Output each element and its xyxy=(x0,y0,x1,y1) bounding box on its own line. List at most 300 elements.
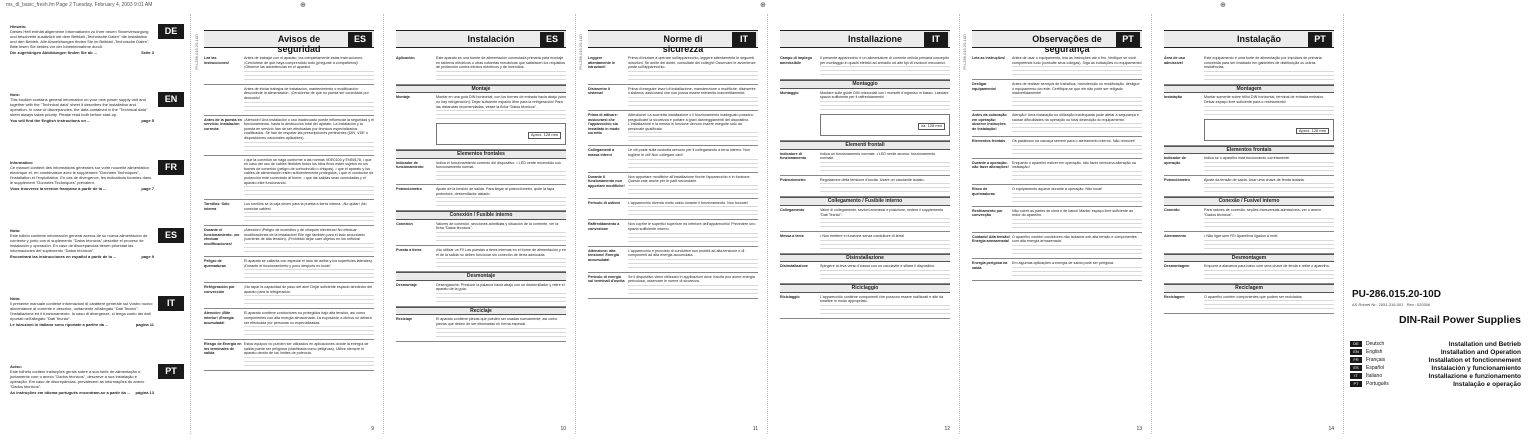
cover-title: DIN-Rail Power Supplies xyxy=(1399,314,1521,326)
row-label: Raffreddamento a convezione xyxy=(588,222,620,231)
language-code: IT xyxy=(1350,373,1362,379)
text-lines xyxy=(1204,190,1334,194)
row-text: Estos equipos no pueden ser utilizados en aplicaciones donde la energía de salida puede ser peligrosa (clasificada como peligrosa). Utilice siempre el aparato dentro de los límites de potencia. xyxy=(244,342,369,356)
row-text: O equipamento aquece durante a operação. Não tocar! xyxy=(1012,186,1103,191)
content-row xyxy=(1164,154,1334,176)
row-text: ¡No tapar la capacidad de paso del aire! Dejar suficiente espacio alrededor del aparato para la refrigeración. xyxy=(244,285,373,294)
pageref-text: As instruções em idioma português encontram-se a partir da ... xyxy=(10,390,131,395)
page-title: Observações de segurança xyxy=(1032,34,1102,54)
row-label: Atención: ¡Bite interior! ¡Energía acumulada! xyxy=(204,311,234,325)
subsection-heading: Elementos frontales xyxy=(396,150,566,159)
text-lines xyxy=(244,250,374,254)
row-label: Disinserire il sistema! xyxy=(588,86,611,96)
content-row xyxy=(396,281,566,307)
text-lines xyxy=(1204,277,1334,281)
page-title: Instalación xyxy=(467,34,515,44)
title-bar xyxy=(972,30,1142,54)
lang-badge: PT xyxy=(1116,32,1140,47)
content-row xyxy=(1164,232,1334,254)
content-row xyxy=(972,185,1142,207)
text-lines xyxy=(628,213,758,217)
content-row xyxy=(972,137,1142,159)
text-lines xyxy=(244,193,374,197)
print-header xyxy=(0,0,1531,12)
lang-badge: FR xyxy=(158,160,184,175)
language-name: Italiano xyxy=(1366,373,1383,379)
text-lines xyxy=(1012,130,1142,134)
mounting-diagram xyxy=(436,123,566,145)
text-lines xyxy=(820,247,950,251)
row-text: Se il dispositivo viene utilizzato in applicazioni dove l'uscita può avere energia pericolosa, osservare le norme di sicurezza. xyxy=(628,274,755,284)
row-label: Pericolo di ustioni xyxy=(588,200,620,205)
subsection-heading: Riciclaggio xyxy=(780,284,950,293)
note-body: Il presente manuale contiene informazioni di carattere generale sul Vostro nuovo alimentatore di corrente e descrive, unitamente all'allegato "Dati Tecnici", l'installazione ed il funzionamento. In caso di divergenze, si tenga conto dei dati riportati nell'allegato "Dati Tecnici". xyxy=(10,301,153,321)
row-label: Aterramento xyxy=(1164,234,1186,239)
page-number: 11 xyxy=(752,426,758,432)
text-lines xyxy=(1012,104,1142,108)
text-lines xyxy=(244,219,374,223)
row-text: Ajuste da tensão de saída. Usar uma chave de fenda isolada. xyxy=(1204,177,1305,182)
row-text: Non coprire le superfici superiore ed inferiore dell'apparecchio! Prevedere uno spazio sufficiente intorno. xyxy=(628,222,756,231)
doc-code: PU-286.015.20-10D xyxy=(578,34,583,70)
row-text: O aparelho contém componentes que podem ser reciclados. xyxy=(1204,294,1303,299)
language-name: Español xyxy=(1366,365,1385,371)
note-heading: Aviso: xyxy=(10,364,23,369)
language-title: Instalación y funcionamiento xyxy=(1431,364,1521,372)
content-row xyxy=(780,232,950,254)
text-lines xyxy=(820,169,950,173)
text-lines xyxy=(820,190,950,194)
pageref: page 5 xyxy=(141,118,154,123)
row-text: Prima di iniziare a operare sull'apparecchio, leggere attentamente le seguenti istruzioni. Se avete dei dubbi, consultate dei colleghi! Osservare le avvertenze poste sull'apparecchio. xyxy=(628,56,756,70)
text-lines xyxy=(1012,274,1142,278)
text-lines xyxy=(628,139,758,143)
page-es-safety xyxy=(192,14,382,434)
language-name: Deutsch xyxy=(1366,341,1385,347)
content-row xyxy=(780,89,950,141)
text-lines xyxy=(436,239,566,243)
text-lines xyxy=(1012,226,1142,230)
content-row xyxy=(396,185,566,211)
title-bar xyxy=(396,30,566,48)
text-lines xyxy=(436,265,566,269)
row-text: Os parafusos na carcaça servem para o aterramento interno. Não remover! xyxy=(1012,139,1136,144)
pageref-text: Encontrará las instrucciones en español a partir de la ... xyxy=(10,254,117,259)
dimension-label: Aprox. 128 mm xyxy=(1296,128,1329,135)
language-list xyxy=(1350,340,1521,388)
row-text: Este equipamento é uma fonte de alimentação por impulsos de primária concebida para ser instalado em gabinetes de distribuição ou outras resistências. xyxy=(1204,56,1322,70)
text-lines xyxy=(436,178,566,182)
lang-badge: IT xyxy=(158,296,184,311)
content-row xyxy=(204,156,374,201)
subsection-heading: Disinstallazione xyxy=(780,254,950,263)
row-text: Montar en una guía DIN horizontal, con los bornes de entrada hacia abajo (sino no hay refrigeración). Dejar suficiente espacio libre para la refrigeración! Para las distancias recomendadas, véase la ficha "Datos técnicos". xyxy=(436,95,566,109)
row-label: Tornillos: Sólo interna xyxy=(204,202,230,211)
note-heading: Nota: xyxy=(10,228,21,233)
row-text: Em algumas aplicações a energia de saída pode ser perigosa. xyxy=(1012,260,1115,265)
row-label: Conexão xyxy=(1164,207,1180,212)
row-label: Riesgo de Energía en los terminales de salida xyxy=(204,342,242,356)
row-text: Enquanto o aparelho estiver em operação, não fazer nenhuma alteração na instalação! xyxy=(1012,160,1136,170)
row-label: Lea las instrucciones! xyxy=(204,56,230,65)
row-label: Cuidado! Alta tensão! Energia armazenada! xyxy=(972,234,1010,244)
content-row xyxy=(588,273,758,299)
row-text: Ajuste de la tensión de salida. Para llegar al potenciómetro, quite la tapa protectora, destornillador aislado. xyxy=(436,186,555,196)
text-lines xyxy=(820,108,950,112)
row-text: Para valores de conexão, seções transversais admissíveis, ver o anexo "Dados técnicos". xyxy=(1204,207,1322,217)
text-lines xyxy=(1204,225,1334,229)
content-row xyxy=(204,340,374,371)
text-lines xyxy=(1204,78,1334,82)
row-text: Regolazione della tensione d'uscita. Usare un cacciavite isolato. xyxy=(820,177,925,182)
row-text: ¡Atención! Una instalación o uso inadecuado puede influenciar la seguridad y el funcionamiento, hasta la destrucción total del aparato. La instalación y la puesta en servicio han de ser efectuadas por técnicos especializados cualificados. Se han de respetar las prescripciones pertinentes (DIN, VDE o disposiciones nacionales aplicables). xyxy=(244,117,374,140)
subsection-heading: Elementi frontali xyxy=(780,141,950,150)
row-text: Spingere la leva verso il basso con un cacciavite e sfilare il dispositivo. xyxy=(820,264,936,269)
row-text: ¡No utilizar un FI! Las puestas a tierra internas en el borne de alimentación y en el de la salida no deben funcionar sin conexión de tierra adecuada. xyxy=(436,247,566,257)
doc-code: PU-286.015.20-10D xyxy=(962,34,967,70)
content-row xyxy=(588,111,758,146)
doc-code: PU-286.015.20-10D xyxy=(194,34,199,70)
crop-mark: ⊕ xyxy=(300,2,306,9)
row-label: Leia as instruções! xyxy=(972,56,1006,60)
subsection-heading: Montaggio xyxy=(780,80,950,89)
text-lines xyxy=(628,240,758,244)
pageref: página 13 xyxy=(135,390,154,395)
subsection-heading: Reciclagem xyxy=(1164,284,1334,293)
row-text: ¡Atención! ¡Peligro de incendios y de choques eléctricos! No efectuar modificaciones de la instalación! Elle rige también para el lado secundario (corriente de alta tensión). ¡Prohibido dejar caer objetos en los orificios! xyxy=(244,228,365,242)
language-row xyxy=(1350,372,1521,380)
row-text: El aparato contiene conductores no protegidos bajo alta tensión, así como componentes con alta energía almacenada. La exposición a dichos no deberá ser efectuada por personas no especializadas. xyxy=(244,311,372,325)
subsection-heading: Montaje xyxy=(396,85,566,94)
content-row xyxy=(972,207,1142,233)
row-label: Durante a operação: não fazer alterações! xyxy=(972,160,1009,170)
page-number: 12 xyxy=(944,426,950,432)
lang-badge: EN xyxy=(158,92,184,107)
note-pageref-line xyxy=(10,390,154,395)
text-lines xyxy=(820,225,950,229)
row-label: Collegamento xyxy=(780,207,805,212)
page-pt-safety xyxy=(960,14,1150,434)
page-title: Instalação xyxy=(1236,34,1282,44)
content-row xyxy=(396,315,566,341)
content-row xyxy=(396,159,566,185)
text-lines xyxy=(628,292,758,296)
content-row xyxy=(1164,293,1334,315)
title-bar xyxy=(588,30,758,54)
mounting-diagram xyxy=(820,114,950,136)
note-heading: Information: xyxy=(10,160,34,165)
title-bar xyxy=(780,30,950,48)
row-label: Prima di attivare: assicurarsi che l'apparecchio sia installato in modo corretto xyxy=(588,112,620,136)
content-row xyxy=(588,173,758,199)
row-label: Conexión xyxy=(396,221,413,226)
row-label: Desmontaje xyxy=(396,282,417,287)
language-row xyxy=(1350,356,1521,364)
row-text: L'apparecchio contiene componenti che possono essere riutilizzati e altri da smaltire in modo appropriato. xyxy=(820,294,944,304)
row-label: Potenciômetro xyxy=(1164,177,1190,182)
row-text: Non apportare modifiche all'installazione finché l'apparecchio è in funzione. Questo vale anche per le parti secondarie. xyxy=(628,174,751,184)
note-section xyxy=(10,296,184,358)
page-number: 10 xyxy=(560,426,566,432)
text-lines xyxy=(244,333,374,337)
row-label: Riciclaggio xyxy=(780,294,800,299)
content-row xyxy=(1164,54,1334,85)
row-label: Disinstallazione xyxy=(780,264,808,269)
row-label: Desmontagem xyxy=(1164,264,1190,269)
content-row xyxy=(588,247,758,273)
lang-badge: ES xyxy=(158,228,184,243)
text-lines xyxy=(820,312,950,316)
text-lines xyxy=(436,204,566,208)
content-row xyxy=(972,111,1142,137)
row-text: Il presente apparecchio è un alimentatore di corrente cellula primaria concepito per montaggio in quadri elettrici ad armadio od altri tipi di involucri meccanici. xyxy=(820,56,949,65)
content-row xyxy=(204,200,374,226)
text-lines xyxy=(628,104,758,108)
text-lines xyxy=(244,109,374,113)
content-row xyxy=(780,262,950,284)
dimension-label: ca. 128 mm xyxy=(918,123,945,130)
row-text: Indica un funzionamento normale. • LED verde acceso: funzionamento normale. xyxy=(820,151,936,161)
row-text: • que la conexión se haga conforme a las normas VDE0100 y EN50178, • que en caso del uso de cables flexibles todos los hilos finos estén sujetos en los bornes de conexión (peligro de cortocircuito o chispas), • que el aparato y los cables de alimentación estén suficientemente protegidos, • que el conductor de protección esté conectado al borne, • que las salidas sean conectadas y el aparato esté funcionando. xyxy=(244,157,374,185)
pageref: pagina 11 xyxy=(135,322,154,327)
subsection-heading: Reciclaje xyxy=(396,307,566,316)
note-body: This booklet contains general information on your new power supply unit and together with the "Technical data" sheet it describes the installation and operation. In case of discrepancies, the data contained in the "Technical data" sheet always takes priority. Please read both before start-up. xyxy=(10,97,148,117)
note-heading: Hinweis: xyxy=(10,24,27,29)
row-text: El aparato contiene piezas que pueden ser usadas nuevamente; así como piezas que deben de ser eliminadas en forma especial. xyxy=(436,317,558,327)
language-row xyxy=(1350,348,1521,356)
row-text: Montar somente sobre trilho DIN horizontal, terminal de entrada embaixo. Deixar espaço livre suficiente para o resfriamento! xyxy=(1204,95,1325,104)
row-label: Antes de la puesta en servicio: Instalación correcta xyxy=(204,117,242,131)
language-code: PT xyxy=(1350,381,1362,387)
content-row xyxy=(396,54,566,85)
page-notes xyxy=(0,14,190,434)
row-label: Puesta a tierra xyxy=(396,247,422,252)
text-lines xyxy=(436,335,566,339)
language-title: Installazione e funzionamento xyxy=(1428,372,1521,380)
row-label: Messa a terra xyxy=(780,234,804,239)
note-pageref-line xyxy=(10,118,154,123)
content-row xyxy=(204,85,374,116)
language-title: Instalação e operação xyxy=(1453,380,1521,388)
row-label: Reciclagem xyxy=(1164,294,1185,299)
page-it-install xyxy=(768,14,958,434)
language-row xyxy=(1350,364,1521,372)
language-code: EN xyxy=(1350,349,1362,355)
lang-badge: IT xyxy=(732,32,756,47)
text-lines xyxy=(1012,200,1142,204)
row-text: Valores de conexión, secciones admitidas y situación de la corriente, ver la ficha "Datos técnicos". xyxy=(436,221,559,231)
page-title: Norme di sicurezza xyxy=(662,34,704,54)
text-lines xyxy=(436,78,566,82)
content-row xyxy=(204,54,374,85)
row-label: Refrigeración por convección xyxy=(204,285,235,294)
row-text: Attenzione! La scorretta installazione o il funzionamento inadeguato possono pregiudicare la sicurezza e portare a gravi danneggiamenti del dispositivo. L'installazione e la messa in funzione devono essere eseguite solo da personale qualificato. xyxy=(628,112,754,131)
text-lines xyxy=(244,302,374,306)
text-lines xyxy=(1204,307,1334,311)
content-row xyxy=(204,257,374,283)
note-section xyxy=(10,92,184,154)
pageref: Seite 3 xyxy=(141,50,154,55)
lang-badge: ES xyxy=(348,32,372,47)
row-label: Leggere attentamente le istruzioni! xyxy=(588,56,616,70)
text-lines xyxy=(1012,152,1142,156)
language-row xyxy=(1350,340,1521,348)
row-label: Indicador de funcionamiento xyxy=(396,160,424,170)
page-title: Installazione xyxy=(847,34,902,44)
row-text: • Não ligar sem FE! Aparelhos ligados à rede. xyxy=(1204,234,1279,239)
note-body: Ce manuel contient des informations générales sur votre nouvelle alimentation électrique et, en combinaison avec le supplément "Données Techniques", l'installation et l'exploitation. En cas de divergence, les indications fournies dans le supplément "Données Techniques" prévalent. xyxy=(10,165,152,185)
subsection-heading: Desmontaje xyxy=(396,272,566,281)
row-text: Montare sulle guide DIN orizzontali con i morsetti d'ingresso in basso. Lasciare spazio sufficiente per il raffreddamento! xyxy=(820,90,949,100)
row-text: Antes de trabajar con el aparato, lea completamente estas instrucciones. ¡Cerciórese de que haya comprendido todo (pregunte a compañeros)! ¡Observe las advertencias en el aparato! xyxy=(244,56,364,70)
row-label: Durante el funcionamiento: ¡no efectuar modificaciones! xyxy=(204,228,240,247)
note-heading: Note: xyxy=(10,92,21,97)
content-row xyxy=(396,246,566,272)
row-text: Desenganche: Presione la palanca hacia abajo con un destornillador y retire el aparato de la guía. xyxy=(436,282,565,292)
row-text: Indica se o aparelho está funcionando corretamente. xyxy=(1204,156,1291,161)
row-label: Energia perigosa na saída xyxy=(972,260,1008,270)
lang-badge: IT xyxy=(924,32,948,47)
file-info: ms_dl_basic_fresh.fm Page 2 Tuesday, February 4, 2003 9:01 AM xyxy=(6,2,153,8)
note-body: Este folleto contiene información general acerca de su nueva alimentación de corriente y junto con el suplemento "Datos técnicos" describe el proceso de instalación y operación. En caso de discrepancias tienen prioridad las informaciones del suplemento "Datos técnicos". xyxy=(10,233,148,253)
note-pageref-line xyxy=(10,186,154,191)
row-label: Campo di impiego ammissibile xyxy=(780,56,812,65)
content-row xyxy=(1164,262,1334,284)
content-row xyxy=(396,93,566,150)
lang-badge: ES xyxy=(540,32,564,47)
language-code: ES xyxy=(1350,365,1362,371)
row-label: Indicatore di funzionamento xyxy=(780,151,807,161)
row-text: Los tornillos se la caja sirven para la puesta a tierra interna. ¡No quitar! ¡No conectar cables! xyxy=(244,202,367,211)
subsection-heading: Desmontagem xyxy=(1164,254,1334,263)
row-text: • Non mettere in funzione senza conduttore di terra! xyxy=(820,234,905,239)
row-label: Aplicación xyxy=(396,56,415,60)
row-label: Attenzione: alta tensione! Energia accumulata! xyxy=(588,248,619,262)
note-pageref-line xyxy=(10,254,154,259)
content-row xyxy=(972,159,1142,185)
pageref: page 9 xyxy=(141,254,154,259)
row-label: Potenziometro xyxy=(780,177,806,182)
row-text: Este aparato es una fuente de alimentación conmutada primaria para montaje en tableros eléctricos o otras cubiertas mecánicas que satisfacen los requisitos de protección contra efectos eléctricos y de incendios. xyxy=(436,56,566,70)
row-text: Antes de iniciar trabajos de instalación, mantenimiento o modificación: desconecte la alimentación. ¡Cerciórese de que no pueda ser conectada por descuido! xyxy=(244,86,369,100)
row-text: Empurre a alavanca para baixo com uma chave de fenda e retire o aparelho. xyxy=(1204,264,1330,269)
note-section xyxy=(10,24,184,86)
crop-mark: ⊕ xyxy=(1220,2,1226,9)
row-text: O aparelho contém condutores não isolados sob alta tensão e componentes com alta energia armazenada. xyxy=(1012,234,1137,244)
text-lines xyxy=(244,149,374,153)
language-code: DE xyxy=(1350,341,1362,347)
content-row xyxy=(780,206,950,232)
content-row xyxy=(588,85,758,111)
page-number: 13 xyxy=(1136,426,1142,432)
pageref-text: Vous trouverez la version française à partir de la ... xyxy=(10,186,107,191)
row-text: Antes de usar o equipamento, leia as instruções até o fim. Verifique se você compreende tudo (consulte seus colegas). Siga as indicações no equipamento! xyxy=(1012,56,1142,65)
crop-mark: ⊕ xyxy=(760,2,766,9)
row-label: Desligar equipamento! xyxy=(972,82,997,91)
row-label: Resfriamento por convecção xyxy=(972,208,1003,218)
part-sub: AS Rohrel Nr.: 2051-316.001 Rev.: 020306 xyxy=(1352,302,1431,307)
text-lines xyxy=(1012,178,1142,182)
content-row xyxy=(204,309,374,340)
content-row xyxy=(780,54,950,80)
row-text: Valori di collegamento, sezioni ammessi e posizione, vedere il supplemento "Dati Tecnici". xyxy=(820,207,944,217)
row-label: Área de uso admissível xyxy=(1164,56,1186,65)
note-pageref-line xyxy=(10,50,154,55)
row-text: El aparato se calienta con especial el lado de arriba y los superficies laterales). ¡Durante el funcionamiento y poco después no tocar! xyxy=(244,259,373,268)
part-number: PU-286.015.20-10D xyxy=(1352,289,1441,300)
content-row xyxy=(588,199,758,221)
text-lines xyxy=(244,78,374,82)
subsection-heading: Elementos frontais xyxy=(1164,146,1334,155)
revision: Rev.: 020306 xyxy=(1406,302,1431,307)
content-row xyxy=(204,116,374,156)
cover-page xyxy=(1344,14,1531,434)
page-pt-install xyxy=(1152,14,1342,434)
title-bar xyxy=(204,30,374,54)
subsection-heading: Montagem xyxy=(1164,85,1334,94)
content-row xyxy=(396,220,566,246)
text-lines xyxy=(244,276,374,280)
row-text: Le viti poste sulla custodia servono per il collegamento a terra interno. Non togliere le viti! Non collegare cavi! xyxy=(628,148,750,157)
text-lines xyxy=(1012,252,1142,256)
note-section xyxy=(10,160,184,222)
subsection-heading: Collegamento / Fusibile interno xyxy=(780,197,950,206)
content-row xyxy=(780,176,950,198)
row-label: Pericolo di energia sui terminali d'uscita xyxy=(588,274,625,284)
pageref-text: You will find the English instructions on ... xyxy=(10,118,91,123)
page-title: Avisos de seguridad xyxy=(277,34,321,54)
language-name: English xyxy=(1366,349,1383,355)
dimension-label: Aprox. 128 mm xyxy=(528,132,561,139)
note-body: Dieses Heft enthält allgemeine Informationen zu Ihrer neuen Stromversorgung und beschreibt zusätzlich mit dem Beiblatt „Technische Daten" die Installation und den Betrieb. Alle Abweichungen finden Sie im Beiblatt „Technische Daten". Bitte lesen Sie beides vor der Inbetriebnahme durch. xyxy=(10,29,150,49)
text-lines xyxy=(1204,113,1334,117)
mounting-diagram xyxy=(1204,119,1334,141)
lang-badge: PT xyxy=(158,364,184,379)
content-row xyxy=(780,293,950,319)
content-row xyxy=(972,259,1142,281)
text-lines xyxy=(628,78,758,82)
subsection-heading: Conexión / Fusible interno xyxy=(396,211,566,220)
note-heading: Nota: xyxy=(10,296,21,301)
content-row xyxy=(204,226,374,257)
row-text: Prima di eseguire lavori di installazione, manutenzione o modifiche: disinserire il sistema, assicurarsi che non possa essere reinserito inavvertitamente. xyxy=(628,86,756,96)
content-row xyxy=(972,54,1142,80)
language-name: Português xyxy=(1366,381,1389,387)
row-label: Montaje xyxy=(396,95,410,100)
note-body: Este folheto contém instruções gerais sobre a sua fonte de alimentação e, juntamente com o anexo "Dados técnicos", descreve a sua instalação e operação. Em caso de discrepâncias, prevalecem as informações do anexo "Dados técnicos". xyxy=(10,369,145,389)
text-lines xyxy=(1204,247,1334,251)
row-label: Potenciómetro xyxy=(396,186,422,191)
row-text: Indica el funcionamiento correcto del dispositivo. • LED verde encendido con funcionamiento normal. xyxy=(436,160,562,170)
pageref-text: Die zugehörigen Abbildungen finden Sie ab ... xyxy=(10,50,97,55)
text-lines xyxy=(820,73,950,77)
page-number: 14 xyxy=(1328,426,1334,432)
lang-badge: PT xyxy=(1308,32,1332,47)
row-label: Elementos frontais xyxy=(972,139,1006,144)
row-text: Atenção! Uma instalação ou utilização inadequada pode afetar a segurança e causar dificuldades na operação ou total destruição do equipamento. xyxy=(1012,112,1139,122)
note-section xyxy=(10,364,184,426)
row-label: Durante il funzionamento non apportare modifiche! xyxy=(588,174,625,188)
content-row xyxy=(588,54,758,85)
content-row xyxy=(204,283,374,309)
page-es-install xyxy=(384,14,574,434)
row-label: Peligro de quemaduras xyxy=(204,259,226,268)
pageref-text: Le istruzioni in italiano sono riportate a partire da ... xyxy=(10,322,109,327)
row-label: Montaggio xyxy=(780,90,799,95)
language-title: Installation and Operation xyxy=(1440,348,1521,356)
content-row xyxy=(972,233,1142,259)
content-row xyxy=(780,150,950,176)
